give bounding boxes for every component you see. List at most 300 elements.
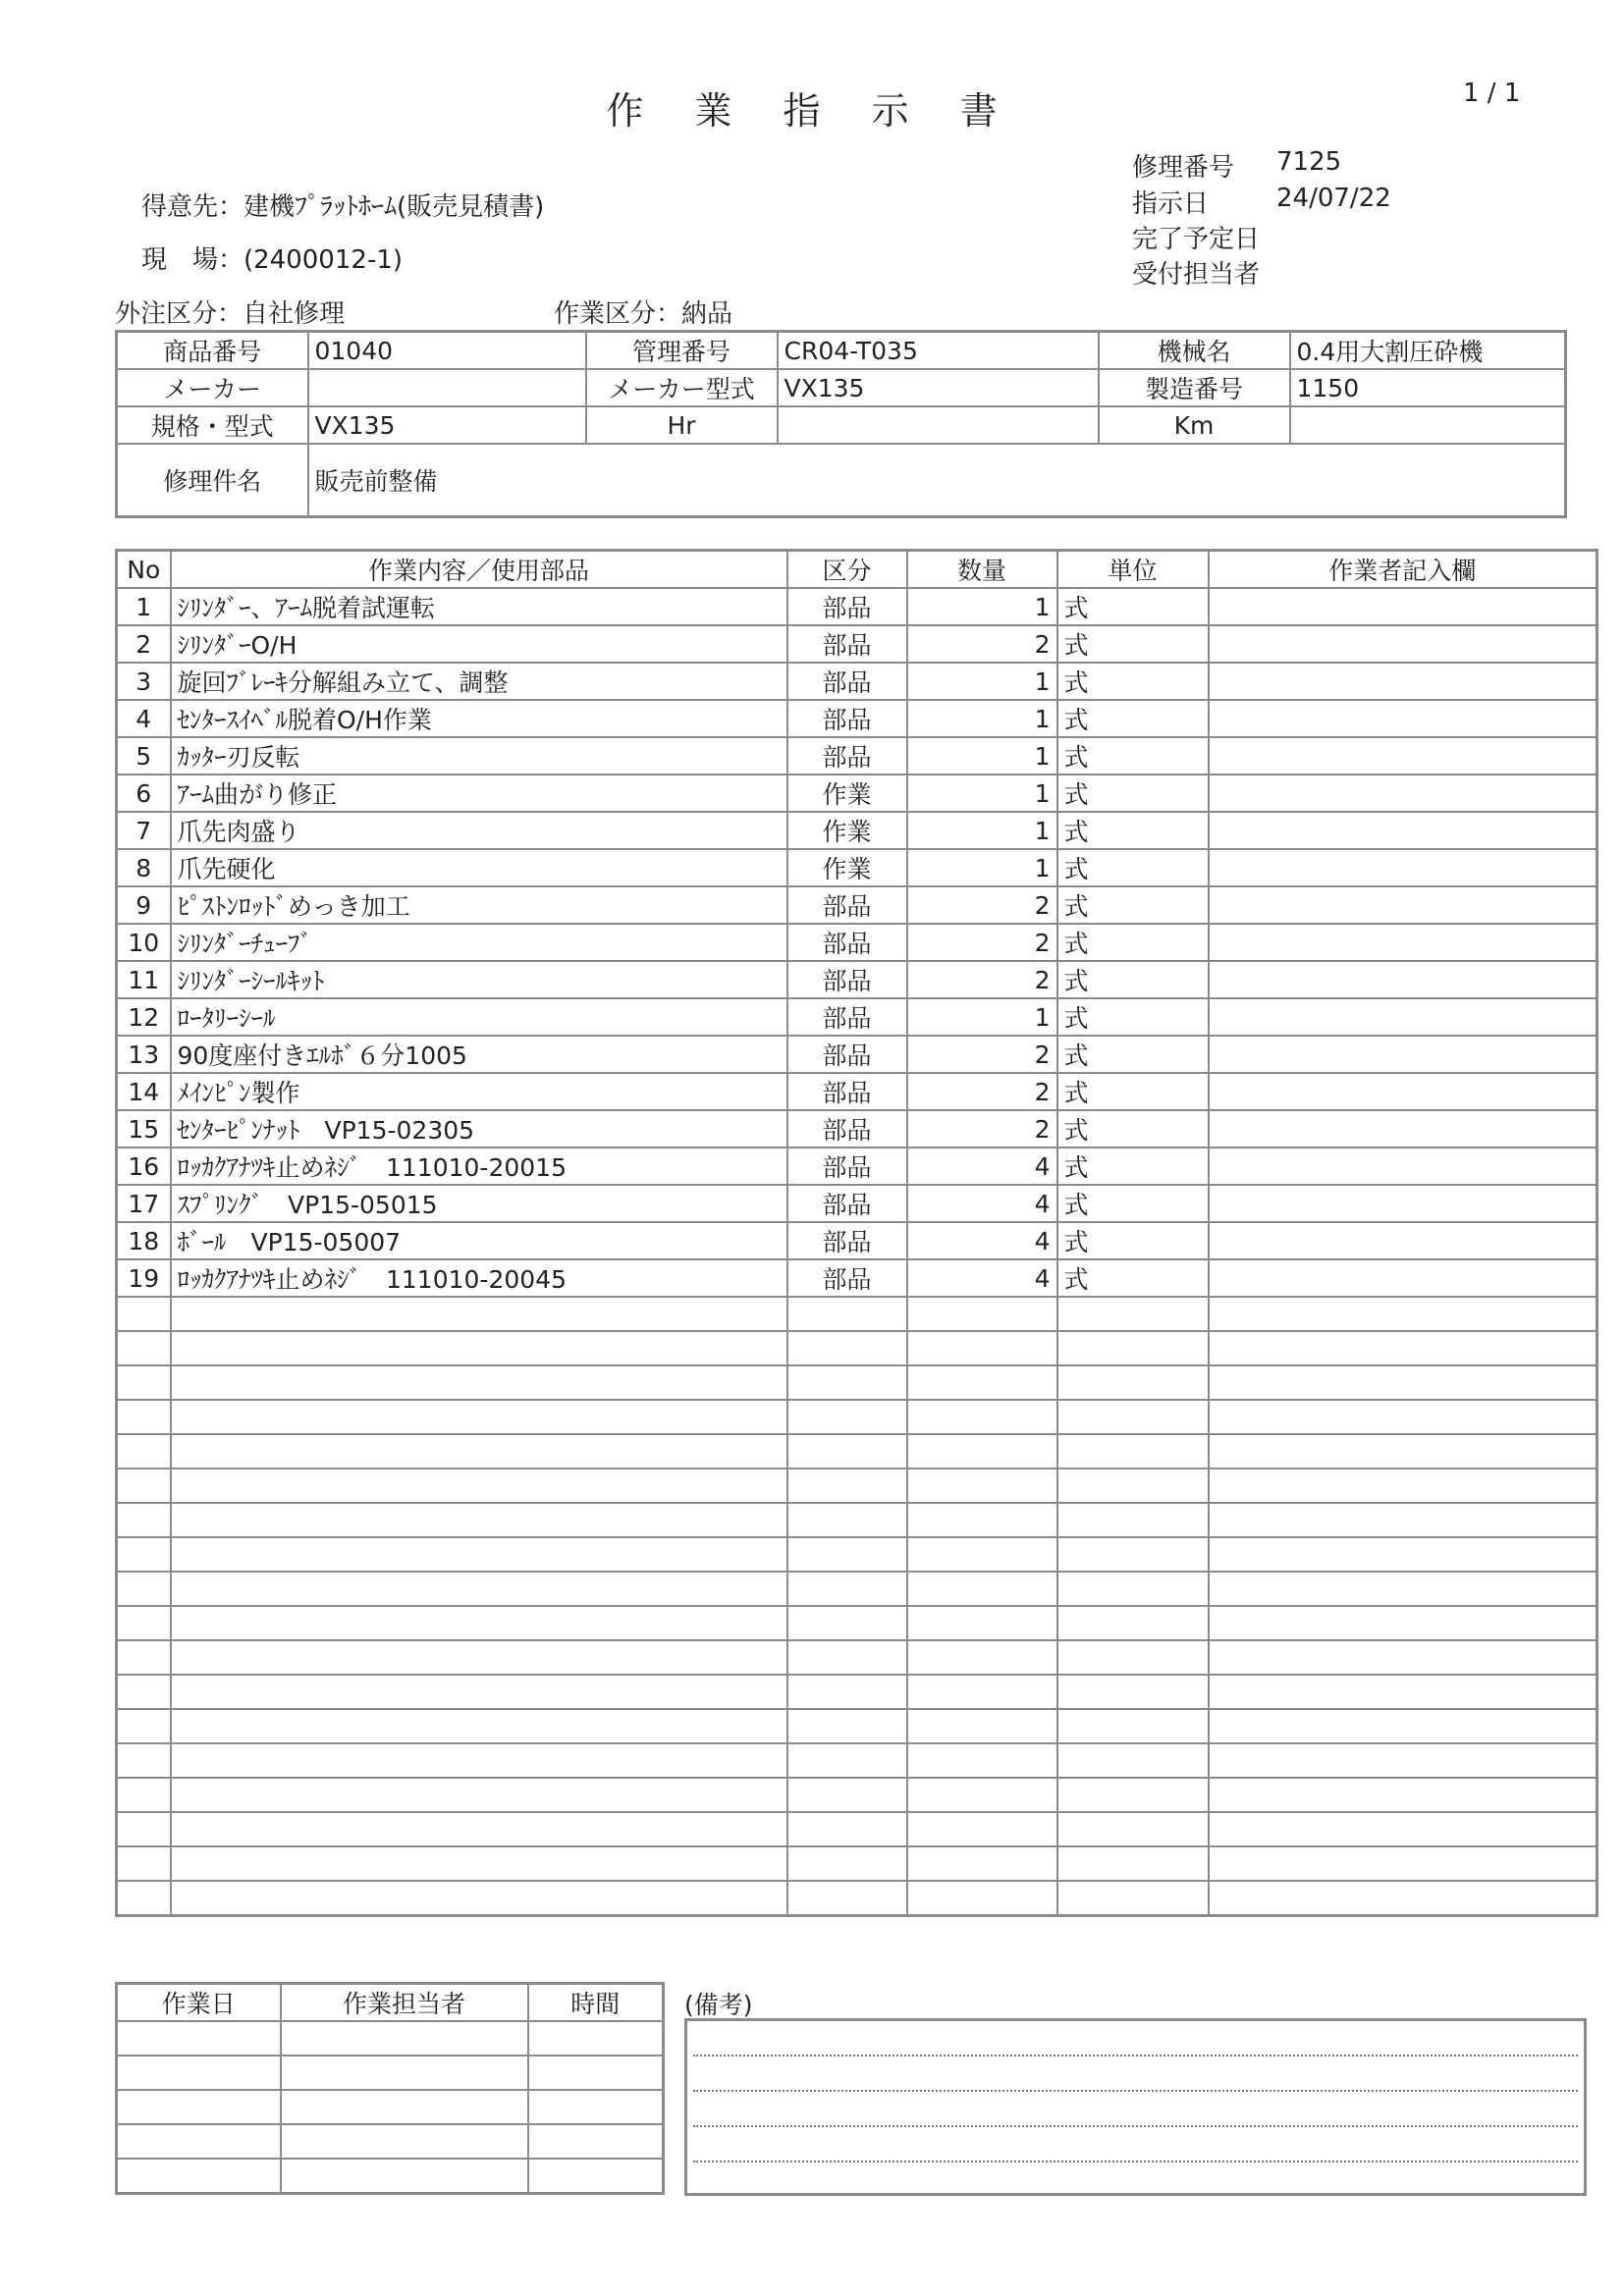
item-quantity: 4 — [907, 1148, 1057, 1185]
item-no — [117, 1331, 171, 1365]
item-content — [171, 1881, 787, 1916]
item-category: 部品 — [787, 1185, 907, 1222]
item-worker-entry — [1209, 625, 1597, 663]
item-content — [171, 1468, 787, 1503]
item-category — [787, 1709, 907, 1743]
item-quantity: 1 — [907, 998, 1057, 1036]
item-category — [787, 1572, 907, 1606]
item-no — [117, 1640, 171, 1675]
product-number-label: 商品番号 — [117, 332, 308, 370]
item-category: 部品 — [787, 886, 907, 924]
item-worker-entry — [1209, 1036, 1597, 1073]
item-no: 19 — [117, 1259, 171, 1297]
repair-item-label: 修理件名 — [117, 444, 308, 517]
item-category — [787, 1468, 907, 1503]
item-content: ｶｯﾀｰ刃反転 — [171, 737, 787, 774]
table-row — [117, 588, 1597, 625]
item-no — [117, 1743, 171, 1778]
item-quantity — [907, 1640, 1057, 1675]
item-no — [117, 1846, 171, 1881]
item-worker-entry — [1209, 924, 1597, 961]
col-category: 区分 — [787, 551, 907, 589]
item-quantity: 2 — [907, 886, 1057, 924]
item-quantity — [907, 1606, 1057, 1640]
item-unit: 式 — [1057, 924, 1209, 961]
item-unit: 式 — [1057, 1110, 1209, 1148]
item-content: ｽﾌﾟﾘﾝｸﾞ VP15-05015 — [171, 1185, 787, 1222]
item-no — [117, 1881, 171, 1916]
item-category — [787, 1297, 907, 1331]
log-person-cell — [281, 2090, 528, 2124]
item-content — [171, 1606, 787, 1640]
reception-person-label: 受付担当者 — [1132, 260, 1261, 290]
log-date-cell — [117, 2159, 281, 2194]
item-unit — [1057, 1572, 1209, 1606]
item-no — [117, 1675, 171, 1709]
customer: 得意先：建機ﾌﾟﾗｯﾄﾎｰﾑ(販売見積書) — [141, 192, 545, 222]
item-worker-entry — [1209, 1640, 1597, 1675]
control-number: CR04-T035 — [778, 332, 1099, 370]
item-no: 7 — [117, 812, 171, 849]
item-category: 部品 — [787, 1036, 907, 1073]
item-worker-entry — [1209, 812, 1597, 849]
item-content: 90度座付きｴﾙﾎﾞ６分1005 — [171, 1036, 787, 1073]
item-unit: 式 — [1057, 1073, 1209, 1110]
item-category: 部品 — [787, 700, 907, 737]
item-worker-entry — [1209, 1110, 1597, 1148]
item-worker-entry — [1209, 1743, 1597, 1778]
outsource-type: 外注区分：自社修理 — [115, 299, 346, 329]
item-content — [171, 1743, 787, 1778]
log-time-cell — [528, 2159, 664, 2194]
item-content: ｼﾘﾝﾀﾞｰO/H — [171, 625, 787, 663]
item-content — [171, 1675, 787, 1709]
item-category — [787, 1503, 907, 1537]
item-worker-entry — [1209, 1846, 1597, 1881]
item-category: 部品 — [787, 998, 907, 1036]
item-content: ｱｰﾑ曲がり修正 — [171, 774, 787, 812]
item-unit: 式 — [1057, 1259, 1209, 1297]
log-date-cell — [117, 2090, 281, 2124]
serial-number: 1150 — [1290, 369, 1566, 406]
item-worker-entry — [1209, 700, 1597, 737]
item-unit: 式 — [1057, 663, 1209, 700]
item-unit: 式 — [1057, 737, 1209, 774]
remarks-label: (備考) — [684, 1991, 753, 2019]
item-worker-entry — [1209, 998, 1597, 1036]
table-row — [117, 1846, 1597, 1881]
item-worker-entry — [1209, 774, 1597, 812]
hour-meter-label: Hr — [586, 406, 778, 444]
log-row — [117, 2021, 664, 2056]
item-worker-entry — [1209, 1297, 1597, 1331]
table-row — [117, 886, 1597, 924]
item-content — [171, 1572, 787, 1606]
item-content — [171, 1400, 787, 1434]
col-worker-entry: 作業者記入欄 — [1209, 551, 1597, 589]
item-no: 12 — [117, 998, 171, 1036]
item-worker-entry — [1209, 1331, 1597, 1365]
item-worker-entry — [1209, 1503, 1597, 1537]
table-row — [117, 1881, 1597, 1916]
item-content: ｾﾝﾀｰﾋﾟﾝﾅｯﾄ VP15-02305 — [171, 1110, 787, 1148]
table-row — [117, 1434, 1597, 1468]
item-worker-entry — [1209, 1400, 1597, 1434]
item-unit — [1057, 1365, 1209, 1400]
item-no: 18 — [117, 1222, 171, 1259]
item-quantity — [907, 1675, 1057, 1709]
table-row — [117, 700, 1597, 737]
work-items-table — [115, 549, 1598, 1917]
item-quantity — [907, 1400, 1057, 1434]
table-row — [117, 1148, 1597, 1185]
item-worker-entry — [1209, 1606, 1597, 1640]
col-content: 作業内容／使用部品 — [171, 551, 787, 589]
item-no — [117, 1778, 171, 1812]
item-category: 部品 — [787, 663, 907, 700]
table-row — [117, 1185, 1597, 1222]
item-category: 部品 — [787, 924, 907, 961]
work-type: 作業区分：納品 — [554, 299, 733, 329]
instruction-date-label: 指示日 — [1132, 189, 1210, 219]
item-unit — [1057, 1812, 1209, 1846]
table-row — [117, 774, 1597, 812]
spec: VX135 — [308, 406, 586, 444]
item-unit — [1057, 1709, 1209, 1743]
item-quantity: 4 — [907, 1185, 1057, 1222]
table-row — [117, 1640, 1597, 1675]
item-unit — [1057, 1846, 1209, 1881]
log-time-cell — [528, 2124, 664, 2159]
item-quantity: 2 — [907, 924, 1057, 961]
item-no: 17 — [117, 1185, 171, 1222]
item-category — [787, 1846, 907, 1881]
log-row — [117, 2090, 664, 2124]
table-row — [117, 849, 1597, 886]
item-unit — [1057, 1468, 1209, 1503]
item-unit: 式 — [1057, 774, 1209, 812]
item-no — [117, 1400, 171, 1434]
item-quantity: 1 — [907, 588, 1057, 625]
page-title: 作 業 指 示 書 — [606, 89, 1017, 133]
product-number: 01040 — [308, 332, 586, 370]
item-quantity: 1 — [907, 812, 1057, 849]
table-row — [117, 1297, 1597, 1331]
table-row — [117, 737, 1597, 774]
item-content — [171, 1709, 787, 1743]
item-worker-entry — [1209, 1572, 1597, 1606]
item-content: ｼﾘﾝﾀﾞｰ、ｱｰﾑ脱着試運転 — [171, 588, 787, 625]
item-quantity: 4 — [907, 1222, 1057, 1259]
maker-model: VX135 — [778, 369, 1099, 406]
log-date-cell — [117, 2056, 281, 2090]
item-content: ﾎﾞｰﾙ VP15-05007 — [171, 1222, 787, 1259]
item-unit: 式 — [1057, 812, 1209, 849]
log-time-cell — [528, 2021, 664, 2056]
table-row — [117, 1110, 1597, 1148]
table-row — [117, 1503, 1597, 1537]
item-worker-entry — [1209, 1222, 1597, 1259]
item-worker-entry — [1209, 1812, 1597, 1846]
log-date-cell — [117, 2021, 281, 2056]
table-row — [117, 998, 1597, 1036]
table-row — [117, 1365, 1597, 1400]
item-content: ｼﾘﾝﾀﾞｰｼｰﾙｷｯﾄ — [171, 961, 787, 998]
item-category — [787, 1365, 907, 1400]
maker-label: メーカー — [117, 369, 308, 406]
item-no — [117, 1572, 171, 1606]
table-row — [117, 1572, 1597, 1606]
item-content: ﾋﾟｽﾄﾝﾛｯﾄﾞめっき加工 — [171, 886, 787, 924]
item-content: ﾛｰﾀﾘｰｼｰﾙ — [171, 998, 787, 1036]
item-content — [171, 1434, 787, 1468]
remarks-line — [693, 2090, 1578, 2092]
item-no: 1 — [117, 588, 171, 625]
col-unit: 単位 — [1057, 551, 1209, 589]
item-worker-entry — [1209, 1537, 1597, 1572]
item-quantity — [907, 1881, 1057, 1916]
item-quantity: 1 — [907, 849, 1057, 886]
table-row — [117, 1331, 1597, 1365]
item-worker-entry — [1209, 886, 1597, 924]
item-unit — [1057, 1297, 1209, 1331]
item-no: 6 — [117, 774, 171, 812]
remarks-box — [684, 2018, 1587, 2196]
item-unit: 式 — [1057, 1185, 1209, 1222]
item-category — [787, 1434, 907, 1468]
item-unit: 式 — [1057, 998, 1209, 1036]
item-content: 爪先肉盛り — [171, 812, 787, 849]
km — [1290, 406, 1566, 444]
col-work-person: 作業担当者 — [281, 1984, 528, 2022]
item-category: 部品 — [787, 1259, 907, 1297]
item-category: 部品 — [787, 588, 907, 625]
item-worker-entry — [1209, 961, 1597, 998]
item-content — [171, 1331, 787, 1365]
table-row — [117, 812, 1597, 849]
completion-date-label: 完了予定日 — [1132, 225, 1261, 254]
item-worker-entry — [1209, 1468, 1597, 1503]
col-quantity: 数量 — [907, 551, 1057, 589]
item-unit: 式 — [1057, 1148, 1209, 1185]
item-category: 部品 — [787, 1222, 907, 1259]
table-row — [117, 1222, 1597, 1259]
table-row — [117, 1778, 1597, 1812]
item-unit: 式 — [1057, 1222, 1209, 1259]
item-category — [787, 1881, 907, 1916]
item-unit — [1057, 1881, 1209, 1916]
page-number: 1 / 1 — [1463, 79, 1521, 108]
item-unit: 式 — [1057, 700, 1209, 737]
item-quantity: 2 — [907, 1036, 1057, 1073]
item-content — [171, 1537, 787, 1572]
table-row — [117, 1073, 1597, 1110]
item-category — [787, 1778, 907, 1812]
item-no: 2 — [117, 625, 171, 663]
item-no — [117, 1365, 171, 1400]
item-no: 3 — [117, 663, 171, 700]
repair-item: 販売前整備 — [308, 444, 1566, 517]
item-unit — [1057, 1778, 1209, 1812]
item-unit: 式 — [1057, 849, 1209, 886]
item-quantity — [907, 1434, 1057, 1468]
item-content — [171, 1365, 787, 1400]
log-person-cell — [281, 2124, 528, 2159]
item-category: 部品 — [787, 737, 907, 774]
log-person-cell — [281, 2021, 528, 2056]
item-no: 9 — [117, 886, 171, 924]
maker — [308, 369, 586, 406]
item-unit — [1057, 1503, 1209, 1537]
item-no: 4 — [117, 700, 171, 737]
item-worker-entry — [1209, 588, 1597, 625]
item-unit: 式 — [1057, 886, 1209, 924]
item-content — [171, 1297, 787, 1331]
item-worker-entry — [1209, 1259, 1597, 1297]
item-category — [787, 1640, 907, 1675]
log-person-cell — [281, 2056, 528, 2090]
item-unit: 式 — [1057, 588, 1209, 625]
item-unit — [1057, 1640, 1209, 1675]
item-content — [171, 1846, 787, 1881]
item-worker-entry — [1209, 1365, 1597, 1400]
table-row — [117, 1537, 1597, 1572]
col-no: No — [117, 551, 171, 589]
item-quantity: 1 — [907, 663, 1057, 700]
item-unit — [1057, 1743, 1209, 1778]
item-quantity: 1 — [907, 737, 1057, 774]
serial-number-label: 製造番号 — [1099, 369, 1290, 406]
table-row — [117, 625, 1597, 663]
item-content: ｼﾘﾝﾀﾞｰﾁｭｰﾌﾞ — [171, 924, 787, 961]
item-no — [117, 1434, 171, 1468]
item-worker-entry — [1209, 1434, 1597, 1468]
item-content: 爪先硬化 — [171, 849, 787, 886]
log-time-cell — [528, 2056, 664, 2090]
remarks-line — [693, 2055, 1578, 2056]
item-no — [117, 1468, 171, 1503]
item-worker-entry — [1209, 1675, 1597, 1709]
col-work-time: 時間 — [528, 1984, 664, 2022]
work-log-table — [115, 1982, 665, 2195]
table-row — [117, 1400, 1597, 1434]
item-category — [787, 1400, 907, 1434]
item-quantity — [907, 1846, 1057, 1881]
item-no — [117, 1503, 171, 1537]
item-category: 部品 — [787, 625, 907, 663]
item-worker-entry — [1209, 1185, 1597, 1222]
table-row — [117, 663, 1597, 700]
item-quantity — [907, 1709, 1057, 1743]
item-no: 15 — [117, 1110, 171, 1148]
item-no: 14 — [117, 1073, 171, 1110]
machine-info-table — [115, 330, 1567, 518]
machine-name: 0.4用大割圧砕機 — [1290, 332, 1566, 370]
item-content: ｾﾝﾀｰｽｲﾍﾞﾙ脱着O/H作業 — [171, 700, 787, 737]
item-category: 部品 — [787, 1148, 907, 1185]
table-row — [117, 924, 1597, 961]
item-category: 作業 — [787, 774, 907, 812]
item-unit — [1057, 1434, 1209, 1468]
item-worker-entry — [1209, 1073, 1597, 1110]
spec-label: 規格・型式 — [117, 406, 308, 444]
item-unit — [1057, 1400, 1209, 1434]
item-category — [787, 1812, 907, 1846]
item-content — [171, 1778, 787, 1812]
item-no: 11 — [117, 961, 171, 998]
remarks-line — [693, 2125, 1578, 2127]
item-quantity — [907, 1537, 1057, 1572]
instruction-date: 24/07/22 — [1276, 184, 1391, 213]
item-no: 10 — [117, 924, 171, 961]
item-quantity — [907, 1331, 1057, 1365]
table-row — [117, 961, 1597, 998]
item-category: 部品 — [787, 1110, 907, 1148]
item-no: 8 — [117, 849, 171, 886]
item-quantity — [907, 1468, 1057, 1503]
item-quantity: 1 — [907, 774, 1057, 812]
item-worker-entry — [1209, 1148, 1597, 1185]
item-worker-entry — [1209, 737, 1597, 774]
item-quantity: 4 — [907, 1259, 1057, 1297]
table-row — [117, 1709, 1597, 1743]
item-content — [171, 1640, 787, 1675]
log-time-cell — [528, 2090, 664, 2124]
item-content: ﾒｲﾝﾋﾟﾝ製作 — [171, 1073, 787, 1110]
remarks-line — [693, 2161, 1578, 2163]
item-no: 16 — [117, 1148, 171, 1185]
machine-name-label: 機械名 — [1099, 332, 1290, 370]
item-quantity — [907, 1365, 1057, 1400]
item-worker-entry — [1209, 1709, 1597, 1743]
item-worker-entry — [1209, 1778, 1597, 1812]
item-category — [787, 1537, 907, 1572]
item-quantity — [907, 1812, 1057, 1846]
item-quantity: 1 — [907, 700, 1057, 737]
item-unit — [1057, 1537, 1209, 1572]
item-content: ﾛｯｶｸｱﾅﾂｷ止めﾈｼﾞ 111010-20015 — [171, 1148, 787, 1185]
repair-number-label: 修理番号 — [1132, 153, 1235, 183]
log-person-cell — [281, 2159, 528, 2194]
item-unit: 式 — [1057, 625, 1209, 663]
item-quantity: 2 — [907, 1073, 1057, 1110]
item-category: 作業 — [787, 849, 907, 886]
log-row — [117, 2124, 664, 2159]
hour-meter — [778, 406, 1099, 444]
item-category: 作業 — [787, 812, 907, 849]
item-quantity — [907, 1743, 1057, 1778]
item-quantity — [907, 1778, 1057, 1812]
control-number-label: 管理番号 — [586, 332, 778, 370]
item-quantity: 2 — [907, 961, 1057, 998]
item-no — [117, 1709, 171, 1743]
item-no — [117, 1606, 171, 1640]
table-row — [117, 1743, 1597, 1778]
item-unit — [1057, 1675, 1209, 1709]
item-no: 13 — [117, 1036, 171, 1073]
item-worker-entry — [1209, 1881, 1597, 1916]
item-content: ﾛｯｶｸｱﾅﾂｷ止めﾈｼﾞ 111010-20045 — [171, 1259, 787, 1297]
item-quantity — [907, 1297, 1057, 1331]
item-category: 部品 — [787, 961, 907, 998]
item-quantity: 2 — [907, 625, 1057, 663]
item-unit — [1057, 1331, 1209, 1365]
item-no — [117, 1812, 171, 1846]
item-unit: 式 — [1057, 1036, 1209, 1073]
table-row — [117, 1468, 1597, 1503]
site: 現 場：(2400012-1) — [141, 245, 404, 275]
log-row — [117, 2159, 664, 2194]
